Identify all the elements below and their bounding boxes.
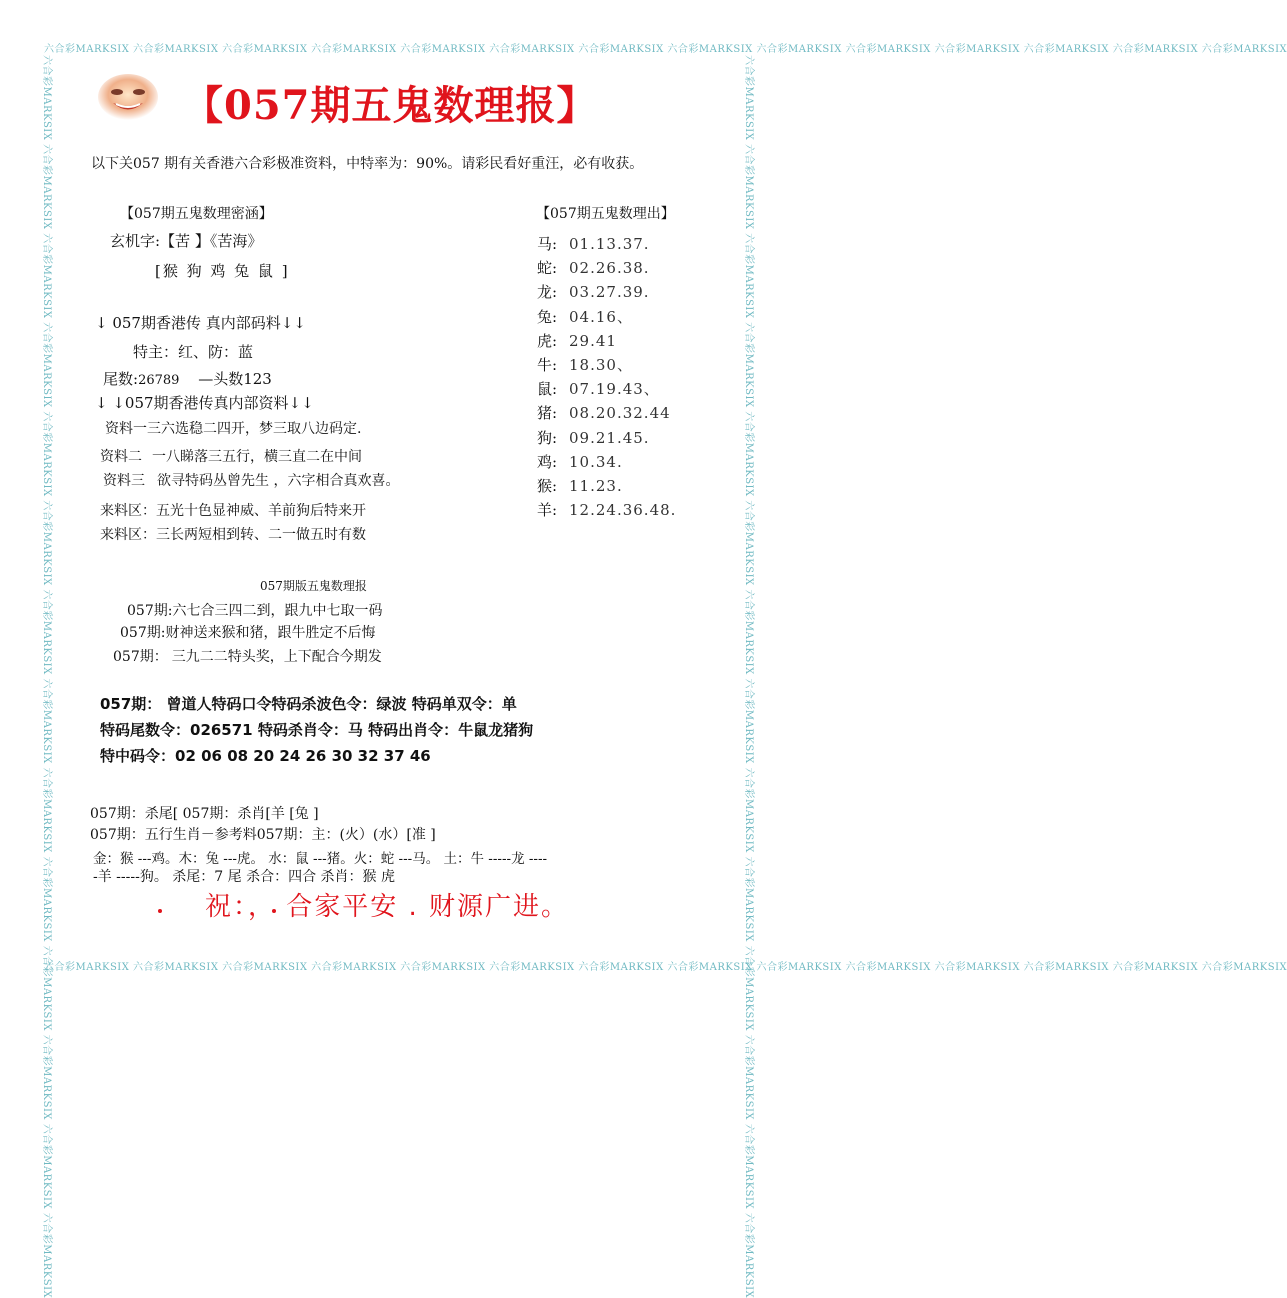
watermark-left: 六合彩MARKSIX 六合彩MARKSIX 六合彩MARKSIX 六合彩MARKSIX 六合彩MARKSIX 六合彩MARKSIX 六合彩MARKSIX 六合彩MARKSIX 六合彩MARKSIX 六合彩MARKSIX 六合彩MARKSIX 六合彩MARKSIX 六合彩MARKSIX 六合彩MARKSIX [41, 55, 52, 1298]
zodiac-row [537, 450, 676, 474]
zodiac-row [537, 256, 676, 280]
zodiac-name: 羊: [537, 501, 558, 520]
zodiac-numbers: 02.26.38. [569, 259, 650, 278]
zodiac-name: 虎: [537, 331, 558, 350]
page-title: 【057期五鬼数理报】 [183, 82, 598, 129]
watermark-bottom: 六合彩MARKSIX 六合彩MARKSIX 六合彩MARKSIX 六合彩MARKSIX 六合彩MARKSIX 六合彩MARKSIX 六合彩MARKSIX 六合彩MARKSIX 六合彩MARKSIX 六合彩MARKSIX 六合彩MARKSIX 六合彩MARKSIX 六合彩MARKSIX 六合彩MARKSIX [44, 962, 1287, 973]
tail-label: 尾数: [103, 370, 139, 388]
special-line: 特主：红、防：蓝 [133, 343, 254, 361]
riddle-line: 玄机字:【苦 】《苦海》 [110, 232, 263, 250]
zodiac-name: 猪: [537, 404, 558, 423]
bold-line-2: 特码尾数令：026571 特码杀肖令：马 特码出肖令：牛鼠龙猪狗 [100, 721, 534, 739]
bottom-line-1: 057期：杀尾[ 057期：杀肖[羊 [兔 ] [90, 806, 319, 822]
ziliao-text: 三六选稳二四开，梦三取八边码定. [147, 421, 362, 437]
ziliao-label: 资料一 [105, 421, 147, 437]
zodiac-numbers: 18.30、 [569, 356, 633, 375]
zodiac-row [537, 474, 676, 498]
wish-text: 祝：， 合家平安 . 财源广进。 [205, 892, 570, 922]
zodiac-name: 牛: [537, 356, 558, 375]
zodiac-row [537, 353, 676, 377]
zodiac-name: 猴: [537, 477, 558, 496]
zodiac-name: 马: [537, 235, 558, 253]
zodiac-row [537, 232, 676, 256]
zodiac-name: 鼠: [537, 380, 558, 399]
tail-number-line [103, 368, 272, 389]
secret-heading: 【057期五鬼数理密涵】 [120, 206, 273, 222]
zodiac-heading: 【057期五鬼数理出】 [536, 206, 675, 222]
zodiac-number-list [537, 232, 676, 522]
period-line-3 [113, 646, 382, 666]
intro-text: 以下关057 期有关香港六合彩极准资料，中特率为：90%。请彩民看好重汪，必有收获。 [91, 156, 644, 172]
ziliao-label: 资料二 [100, 449, 142, 465]
zodiac-numbers: 11.23. [569, 477, 623, 496]
bottom-line-4: -羊 -----狗。 杀尾：7 尾 杀合：四合 杀肖：猴 虎 [93, 869, 395, 885]
period-text: 六七合三四二到，跟九中七取一码 [172, 603, 383, 619]
zodiac-name: 兔: [537, 307, 558, 326]
red-dot [158, 909, 162, 913]
period-label: 057期: [127, 603, 173, 619]
zodiac-name: 蛇: [537, 259, 558, 278]
zodiac-numbers: 01.13.37. [569, 235, 650, 253]
smiling-face-icon [95, 72, 161, 122]
zodiac-numbers: 08.20.32.44 [569, 404, 671, 423]
tail-value: 26789 [138, 373, 180, 388]
zodiac-numbers: 10.34. [569, 452, 623, 471]
period-line-1 [127, 600, 382, 620]
zodiac-name: 鸡: [537, 452, 558, 471]
bottom-line-3: 金：猴 ---鸡。木：兔 ---虎。 水：鼠 ---猪。火：蛇 ---马。 土：牛 -----龙 ---- [93, 851, 548, 867]
head-label: —头数123 [198, 370, 272, 388]
sub-heading: 057期版五鬼数理报 [260, 579, 367, 593]
zodiac-row [537, 305, 676, 329]
period-line-2 [120, 622, 375, 642]
ziliao-line-2 [100, 446, 362, 466]
zodiac-numbers: 03.27.39. [569, 283, 650, 302]
period-text: 财神送来猴和猪，跟牛胜定不后悔 [165, 625, 376, 641]
laiyuan-text: 五光十色显神威、羊前狗后特来开 [156, 503, 366, 519]
watermark-right: 六合彩MARKSIX 六合彩MARKSIX 六合彩MARKSIX 六合彩MARKSIX 六合彩MARKSIX 六合彩MARKSIX 六合彩MARKSIX 六合彩MARKSIX 六合彩MARKSIX 六合彩MARKSIX 六合彩MARKSIX 六合彩MARKSIX 六合彩MARKSIX 六合彩MARKSIX [743, 55, 754, 1298]
zodiac-numbers: 09.21.45. [569, 428, 650, 447]
zodiac-numbers: 12.24.36.48. [569, 501, 677, 520]
ziliao-line-1 [105, 418, 361, 438]
watermark-top: 六合彩MARKSIX 六合彩MARKSIX 六合彩MARKSIX 六合彩MARKSIX 六合彩MARKSIX 六合彩MARKSIX 六合彩MARKSIX 六合彩MARKSIX 六合彩MARKSIX 六合彩MARKSIX 六合彩MARKSIX 六合彩MARKSIX 六合彩MARKSIX 六合彩MARKSIX [44, 44, 1287, 55]
period-text: 三九二二特头奖，上下配合今期发 [171, 649, 382, 665]
period-label: 057期： [113, 649, 168, 665]
bold-line-1: 057期： 曾道人特码口令特码杀波色令：绿波 特码单双令：单 [100, 695, 517, 713]
ziliao-text: 一八睇落三五行，横三直二在中间 [152, 449, 362, 465]
zodiac-row [537, 401, 676, 425]
laiyuan-label: 来料区： [100, 527, 156, 543]
zodiac-row [537, 329, 676, 353]
bold-line-3: 特中码令：02 06 08 20 24 26 30 32 37 46 [100, 747, 431, 765]
zodiac-name: 狗: [537, 428, 558, 447]
zodiac-name: 龙: [537, 283, 558, 302]
ziliao-text: 欲寻特码丛曾先生 ，六字相合真欢喜。 [157, 473, 400, 489]
laiyuan-text: 三长两短相到转、二一做五时有数 [156, 527, 366, 543]
zodiac-numbers: 07.19.43、 [569, 380, 660, 399]
ziliao-label: 资料三 [103, 473, 145, 489]
zodiac-row [537, 280, 676, 304]
hk-info-heading: ↓ ↓057期香港传真内部资料↓↓ [95, 394, 314, 412]
laiyuan-line-1 [100, 500, 366, 520]
zodiac-numbers: 04.16、 [569, 307, 633, 326]
zodiac-numbers: 29.41 [569, 331, 617, 350]
zodiac-row [537, 426, 676, 450]
zodiac-row [537, 498, 676, 522]
zodiac-row [537, 377, 676, 401]
laiyuan-line-2 [100, 524, 366, 544]
laiyuan-label: 来料区： [100, 503, 156, 519]
period-label: 057期: [120, 625, 166, 641]
bottom-line-2: 057期：五行生肖－参考料057期：主：(火）(水）[准 ] [90, 827, 436, 843]
hk-code-heading: ↓ 057期香港传 真内部码料↓↓ [95, 314, 306, 332]
ziliao-line-3 [103, 470, 399, 490]
riddle-animals: [猴 狗 鸡 兔 鼠 ] [155, 262, 290, 280]
